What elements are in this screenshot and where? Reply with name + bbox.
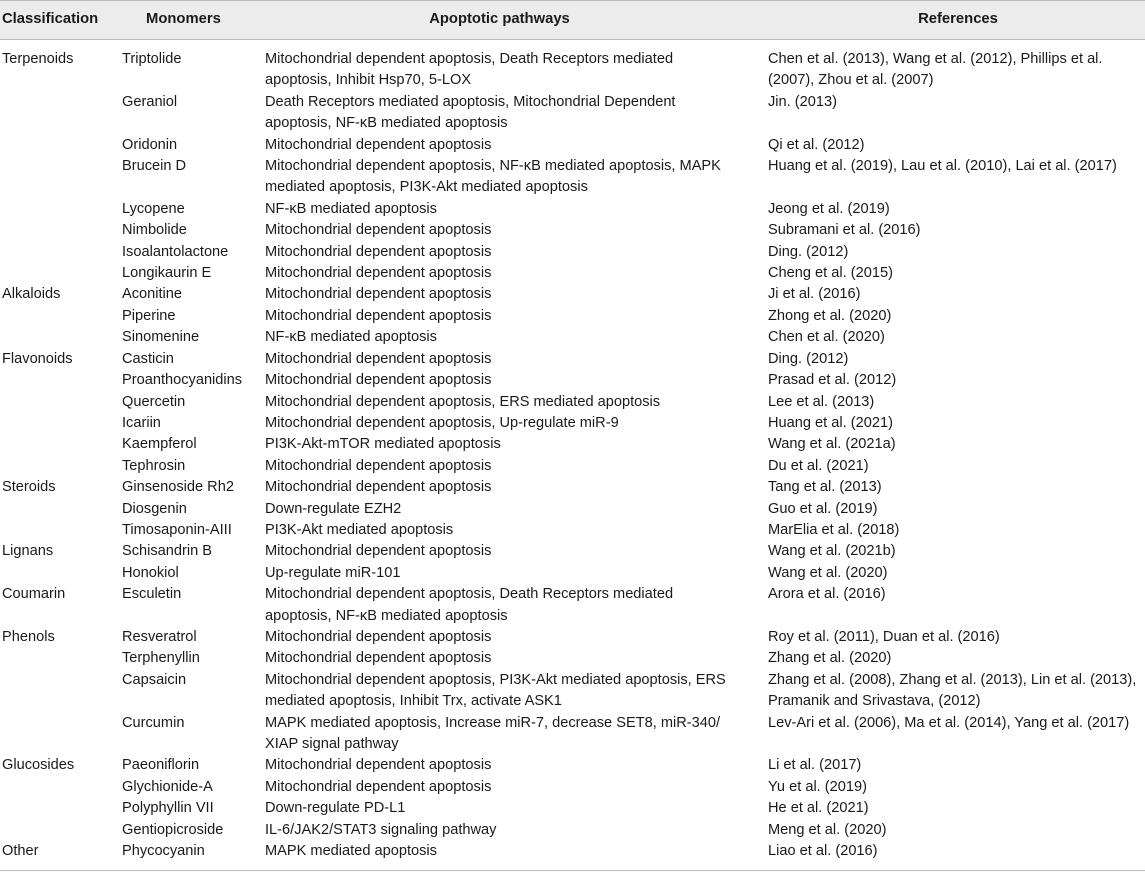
pathway-line: NF-κB mediated apoptosis bbox=[265, 329, 437, 346]
reference-cell bbox=[767, 777, 1145, 798]
classification-cell bbox=[0, 798, 116, 819]
monomer-cell: Oridonin bbox=[122, 136, 178, 153]
table-row bbox=[0, 306, 1145, 327]
reference-cell bbox=[767, 263, 1145, 284]
monomer-cell: Geraniol bbox=[122, 93, 178, 110]
pathway-cell bbox=[262, 413, 767, 434]
pathway-cell bbox=[262, 263, 767, 284]
pathway-cell bbox=[262, 40, 767, 92]
table-row bbox=[0, 520, 1145, 541]
pathway-line: Mitochondrial dependent apoptosis bbox=[265, 650, 492, 667]
reference-line: Chen et al. (2020) bbox=[768, 329, 885, 346]
pathway-line: PI3K-Akt-mTOR mediated apoptosis bbox=[265, 436, 501, 453]
pathway-cell bbox=[262, 199, 767, 220]
table-row bbox=[0, 841, 1145, 871]
pathway-line: Mitochondrial dependent apoptosis bbox=[265, 286, 492, 303]
classification-cell bbox=[0, 670, 116, 713]
pathway-cell bbox=[262, 777, 767, 798]
pathway-line: Mitochondrial dependent apoptosis, ERS mediated apoptosis bbox=[265, 393, 661, 410]
reference-line: Lee et al. (2013) bbox=[768, 393, 875, 410]
pathway-cell bbox=[262, 349, 767, 370]
table-row bbox=[0, 92, 1145, 135]
classification-cell: Phenols bbox=[2, 628, 55, 645]
table-body bbox=[0, 40, 1145, 871]
reference-line: Ding. (2012) bbox=[768, 350, 849, 367]
pathway-cell bbox=[262, 670, 767, 713]
pathway-line: mediated apoptosis, Inhibit Trx, activate ASK1 bbox=[265, 693, 562, 710]
pathway-cell bbox=[262, 370, 767, 391]
pathway-cell bbox=[262, 755, 767, 776]
classification-cell bbox=[0, 820, 116, 841]
pathway-cell bbox=[262, 798, 767, 819]
classification-cell bbox=[0, 456, 116, 477]
monomer-cell: Brucein D bbox=[122, 158, 187, 175]
reference-line: Arora et al. (2016) bbox=[768, 586, 886, 603]
table-row bbox=[0, 648, 1145, 669]
table-row bbox=[0, 284, 1145, 305]
reference-cell bbox=[767, 563, 1145, 584]
pathway-line: Mitochondrial dependent apoptosis bbox=[265, 372, 492, 389]
pathway-cell bbox=[262, 541, 767, 562]
pathway-line: MAPK mediated apoptosis, Increase miR-7, decrease SET8, miR-340/ bbox=[265, 714, 721, 731]
pathway-line: Mitochondrial dependent apoptosis, NF-κB mediated apoptosis, MAPK bbox=[265, 158, 721, 175]
monomer-cell: Glychionide-A bbox=[122, 778, 213, 795]
monomer-cell: Proanthocyanidins bbox=[122, 372, 243, 389]
classification-cell bbox=[0, 263, 116, 284]
pathway-cell bbox=[262, 284, 767, 305]
header-classification: Classification bbox=[0, 1, 116, 40]
monomer-cell: Polyphyllin VII bbox=[122, 800, 214, 817]
classification-cell bbox=[0, 499, 116, 520]
table-row bbox=[0, 327, 1145, 348]
pathway-cell bbox=[262, 327, 767, 348]
monomer-cell: Aconitine bbox=[122, 286, 183, 303]
reference-cell bbox=[767, 392, 1145, 413]
pathway-cell bbox=[262, 584, 767, 627]
reference-line: Wang et al. (2020) bbox=[768, 564, 888, 581]
classification-cell bbox=[0, 242, 116, 263]
reference-cell bbox=[767, 841, 1145, 871]
table-header bbox=[0, 1, 1145, 40]
pathway-line: Down-regulate PD-L1 bbox=[265, 800, 406, 817]
monomer-cell: Piperine bbox=[122, 307, 176, 324]
classification-cell bbox=[0, 327, 116, 348]
table-row bbox=[0, 156, 1145, 199]
header-apoptotic-pathways: Apoptotic pathways bbox=[262, 1, 767, 40]
reference-line: MarElia et al. (2018) bbox=[768, 521, 900, 538]
reference-cell bbox=[767, 135, 1145, 156]
reference-cell bbox=[767, 584, 1145, 627]
reference-line: Ji et al. (2016) bbox=[768, 286, 861, 303]
monomer-cell: Nimbolide bbox=[122, 222, 187, 239]
pathway-cell bbox=[262, 713, 767, 756]
pathway-line: Mitochondrial dependent apoptosis bbox=[265, 350, 492, 367]
reference-line: Subramani et al. (2016) bbox=[768, 222, 921, 239]
pathway-line: Down-regulate EZH2 bbox=[265, 500, 402, 517]
monomer-cell: Isoalantolactone bbox=[122, 243, 229, 260]
table-row bbox=[0, 413, 1145, 434]
reference-cell bbox=[767, 40, 1145, 92]
table-row bbox=[0, 584, 1145, 627]
table-row bbox=[0, 349, 1145, 370]
header-references: References bbox=[767, 1, 1145, 40]
monomer-cell: Honokiol bbox=[122, 564, 179, 581]
reference-cell bbox=[767, 755, 1145, 776]
reference-cell bbox=[767, 284, 1145, 305]
pathway-line: Mitochondrial dependent apoptosis bbox=[265, 457, 492, 474]
reference-cell bbox=[767, 798, 1145, 819]
reference-cell bbox=[767, 199, 1145, 220]
reference-cell bbox=[767, 477, 1145, 498]
pathway-line: Mitochondrial dependent apoptosis bbox=[265, 222, 492, 239]
monomer-cell: Quercetin bbox=[122, 393, 186, 410]
table-row bbox=[0, 242, 1145, 263]
reference-cell bbox=[767, 327, 1145, 348]
pathway-line: Mitochondrial dependent apoptosis bbox=[265, 543, 492, 560]
pathway-line: Mitochondrial dependent apoptosis, Up-regulate miR-9 bbox=[265, 414, 619, 431]
reference-line: Meng et al. (2020) bbox=[768, 821, 887, 838]
reference-cell bbox=[767, 648, 1145, 669]
classification-cell bbox=[0, 648, 116, 669]
reference-cell bbox=[767, 220, 1145, 241]
pathway-line: Mitochondrial dependent apoptosis bbox=[265, 757, 492, 774]
classification-cell bbox=[0, 135, 116, 156]
pathway-cell bbox=[262, 306, 767, 327]
header-row bbox=[0, 1, 1145, 40]
reference-cell bbox=[767, 541, 1145, 562]
monomer-cell: Sinomenine bbox=[122, 329, 200, 346]
table-row bbox=[0, 135, 1145, 156]
table-row bbox=[0, 820, 1145, 841]
table-row bbox=[0, 670, 1145, 713]
pathway-line: Mitochondrial dependent apoptosis bbox=[265, 628, 492, 645]
classification-cell: Other bbox=[0, 841, 116, 871]
classification-cell: Coumarin bbox=[2, 586, 66, 603]
pathway-cell bbox=[262, 520, 767, 541]
monomer-cell: Icariin bbox=[122, 414, 161, 431]
pathway-cell bbox=[262, 156, 767, 199]
reference-cell bbox=[767, 370, 1145, 391]
monomer-cell: Diosgenin bbox=[122, 500, 187, 517]
reference-cell bbox=[767, 670, 1145, 713]
reference-line: Zhang et al. (2008), Zhang et al. (2013), Lin et al. (2013), bbox=[768, 671, 1137, 688]
reference-line: Pramanik and Srivastava, (2012) bbox=[768, 693, 981, 710]
classification-cell: Alkaloids bbox=[2, 286, 61, 303]
table-row bbox=[0, 434, 1145, 455]
pathway-line: NF-κB mediated apoptosis bbox=[265, 200, 437, 217]
classification-cell bbox=[0, 520, 116, 541]
reference-line: Jeong et al. (2019) bbox=[768, 200, 890, 217]
table-row bbox=[0, 798, 1145, 819]
reference-line: Lev-Ari et al. (2006), Ma et al. (2014), Yang et al. (2017) bbox=[768, 714, 1130, 731]
table-row bbox=[0, 477, 1145, 498]
reference-line: Jin. (2013) bbox=[768, 93, 837, 110]
reference-line: Du et al. (2021) bbox=[768, 457, 869, 474]
table-row bbox=[0, 563, 1145, 584]
reference-line: Ding. (2012) bbox=[768, 243, 849, 260]
classification-cell bbox=[0, 713, 116, 756]
table-row bbox=[0, 370, 1145, 391]
reference-line: Prasad et al. (2012) bbox=[768, 372, 897, 389]
table-row bbox=[0, 755, 1145, 776]
classification-cell bbox=[0, 434, 116, 455]
reference-line: Wang et al. (2021b) bbox=[768, 543, 896, 560]
pathway-cell bbox=[262, 841, 767, 871]
reference-cell bbox=[767, 306, 1145, 327]
reference-cell bbox=[767, 242, 1145, 263]
monomer-cell: Casticin bbox=[122, 350, 174, 367]
pathway-cell bbox=[262, 392, 767, 413]
pathway-line: Mitochondrial dependent apoptosis bbox=[265, 243, 492, 260]
reference-cell bbox=[767, 413, 1145, 434]
reference-line: Wang et al. (2021a) bbox=[768, 436, 896, 453]
reference-cell bbox=[767, 520, 1145, 541]
pathway-line: Mitochondrial dependent apoptosis bbox=[265, 136, 492, 153]
pathway-line: apoptosis, NF-κB mediated apoptosis bbox=[265, 607, 508, 624]
reference-cell bbox=[767, 92, 1145, 135]
pathway-cell bbox=[262, 135, 767, 156]
pathway-cell bbox=[262, 220, 767, 241]
reference-line: He et al. (2021) bbox=[768, 800, 869, 817]
pathway-line: Mitochondrial dependent apoptosis, PI3K-Akt mediated apoptosis, ERS bbox=[265, 671, 726, 688]
reference-line: Chen et al. (2013), Wang et al. (2012), Phillips et al. bbox=[768, 51, 1103, 67]
classification-cell bbox=[0, 199, 116, 220]
pathway-line: Mitochondrial dependent apoptosis bbox=[265, 265, 492, 282]
reference-line: Roy et al. (2011), Duan et al. (2016) bbox=[768, 628, 1000, 645]
monomer-cell: Curcumin bbox=[122, 714, 185, 731]
table-row bbox=[0, 456, 1145, 477]
table-row bbox=[0, 220, 1145, 241]
table-row bbox=[0, 199, 1145, 220]
monomer-cell: Kaempferol bbox=[122, 436, 197, 453]
monomer-cell: Capsaicin bbox=[122, 671, 187, 688]
pathway-line: Up-regulate miR-101 bbox=[265, 564, 401, 581]
pathway-cell bbox=[262, 92, 767, 135]
classification-cell bbox=[0, 392, 116, 413]
classification-cell: Terpenoids bbox=[2, 51, 74, 67]
pathway-cell bbox=[262, 499, 767, 520]
table-row bbox=[0, 541, 1145, 562]
monomer-cell: Paeoniflorin bbox=[122, 757, 200, 774]
classification-cell bbox=[0, 413, 116, 434]
header-monomers: Monomers bbox=[116, 1, 262, 40]
pathway-line: Mitochondrial dependent apoptosis bbox=[265, 778, 492, 795]
table-row bbox=[0, 713, 1145, 756]
reference-line: Cheng et al. (2015) bbox=[768, 265, 893, 282]
pathway-cell bbox=[262, 456, 767, 477]
pathway-line: Mitochondrial dependent apoptosis, Death Receptors mediated bbox=[265, 586, 674, 603]
reference-line: Guo et al. (2019) bbox=[768, 500, 878, 517]
table-row bbox=[0, 392, 1145, 413]
pathway-cell bbox=[262, 563, 767, 584]
reference-cell bbox=[767, 456, 1145, 477]
reference-line: Zhang et al. (2020) bbox=[768, 650, 892, 667]
classification-cell bbox=[0, 370, 116, 391]
classification-cell bbox=[0, 306, 116, 327]
reference-cell bbox=[767, 434, 1145, 455]
reference-line: Tang et al. (2013) bbox=[768, 479, 882, 496]
monomer-cell: Ginsenoside Rh2 bbox=[122, 479, 234, 496]
pathway-line: Mitochondrial dependent apoptosis bbox=[265, 479, 492, 496]
reference-cell bbox=[767, 349, 1145, 370]
classification-cell bbox=[0, 156, 116, 199]
pathway-cell bbox=[262, 627, 767, 648]
table-row bbox=[0, 263, 1145, 284]
reference-line: Zhong et al. (2020) bbox=[768, 307, 892, 324]
monomer-cell: Schisandrin B bbox=[122, 543, 213, 560]
pathway-line: Mitochondrial dependent apoptosis, Death Receptors mediated bbox=[265, 51, 674, 67]
reference-line: (2007), Zhou et al. (2007) bbox=[768, 72, 934, 89]
table-row bbox=[0, 499, 1145, 520]
table-row bbox=[0, 627, 1145, 648]
monomer-cell: Triptolide bbox=[122, 51, 182, 67]
pathway-line: IL-6/JAK2/STAT3 signaling pathway bbox=[265, 821, 497, 838]
reference-line: Huang et al. (2021) bbox=[768, 414, 893, 431]
monomer-cell: Gentiopicroside bbox=[122, 821, 224, 838]
classification-cell: Lignans bbox=[2, 543, 54, 560]
monomer-cell: Timosaponin-AIII bbox=[122, 521, 232, 538]
reference-cell bbox=[767, 156, 1145, 199]
pathway-line: apoptosis, NF-κB mediated apoptosis bbox=[265, 115, 508, 132]
classification-cell: Steroids bbox=[2, 479, 56, 496]
pathway-line: MAPK mediated apoptosis bbox=[265, 843, 437, 860]
pathway-cell bbox=[262, 648, 767, 669]
pathway-line: PI3K-Akt mediated apoptosis bbox=[265, 521, 454, 538]
reference-cell bbox=[767, 627, 1145, 648]
pathway-cell bbox=[262, 820, 767, 841]
reference-line: Li et al. (2017) bbox=[768, 757, 862, 774]
pathway-line: Mitochondrial dependent apoptosis bbox=[265, 307, 492, 324]
monomer-cell: Resveratrol bbox=[122, 628, 197, 645]
monomer-cell: Esculetin bbox=[122, 586, 182, 603]
reference-line: Yu et al. (2019) bbox=[768, 778, 867, 795]
table-row bbox=[0, 40, 1145, 92]
monomer-cell: Phycocyanin bbox=[116, 841, 262, 871]
classification-cell bbox=[0, 220, 116, 241]
table-row bbox=[0, 777, 1145, 798]
reference-line: Liao et al. (2016) bbox=[768, 843, 878, 860]
pathway-cell bbox=[262, 477, 767, 498]
classification-cell: Glucosides bbox=[2, 757, 75, 774]
monomer-cell: Longikaurin E bbox=[122, 265, 212, 282]
classification-cell bbox=[0, 92, 116, 135]
reference-line: Huang et al. (2019), Lau et al. (2010), Lai et al. (2017) bbox=[768, 158, 1117, 175]
pathway-line: mediated apoptosis, PI3K-Akt mediated apoptosis bbox=[265, 179, 588, 196]
pathway-cell bbox=[262, 434, 767, 455]
pathway-line: XIAP signal pathway bbox=[265, 736, 399, 752]
reference-cell bbox=[767, 713, 1145, 756]
monomer-cell: Lycopene bbox=[122, 200, 185, 217]
pathway-line: apoptosis, Inhibit Hsp70, 5-LOX bbox=[265, 72, 472, 89]
classification-cell: Flavonoids bbox=[2, 350, 73, 367]
monomer-cell: Terphenyllin bbox=[122, 650, 200, 667]
classification-cell bbox=[0, 777, 116, 798]
monomer-cell: Tephrosin bbox=[122, 457, 186, 474]
reference-cell bbox=[767, 820, 1145, 841]
pathway-cell bbox=[262, 242, 767, 263]
reference-line: Qi et al. (2012) bbox=[768, 136, 865, 153]
classification-cell bbox=[0, 563, 116, 584]
pathway-line: Death Receptors mediated apoptosis, Mitochondrial Dependent bbox=[265, 93, 676, 110]
reference-cell bbox=[767, 499, 1145, 520]
